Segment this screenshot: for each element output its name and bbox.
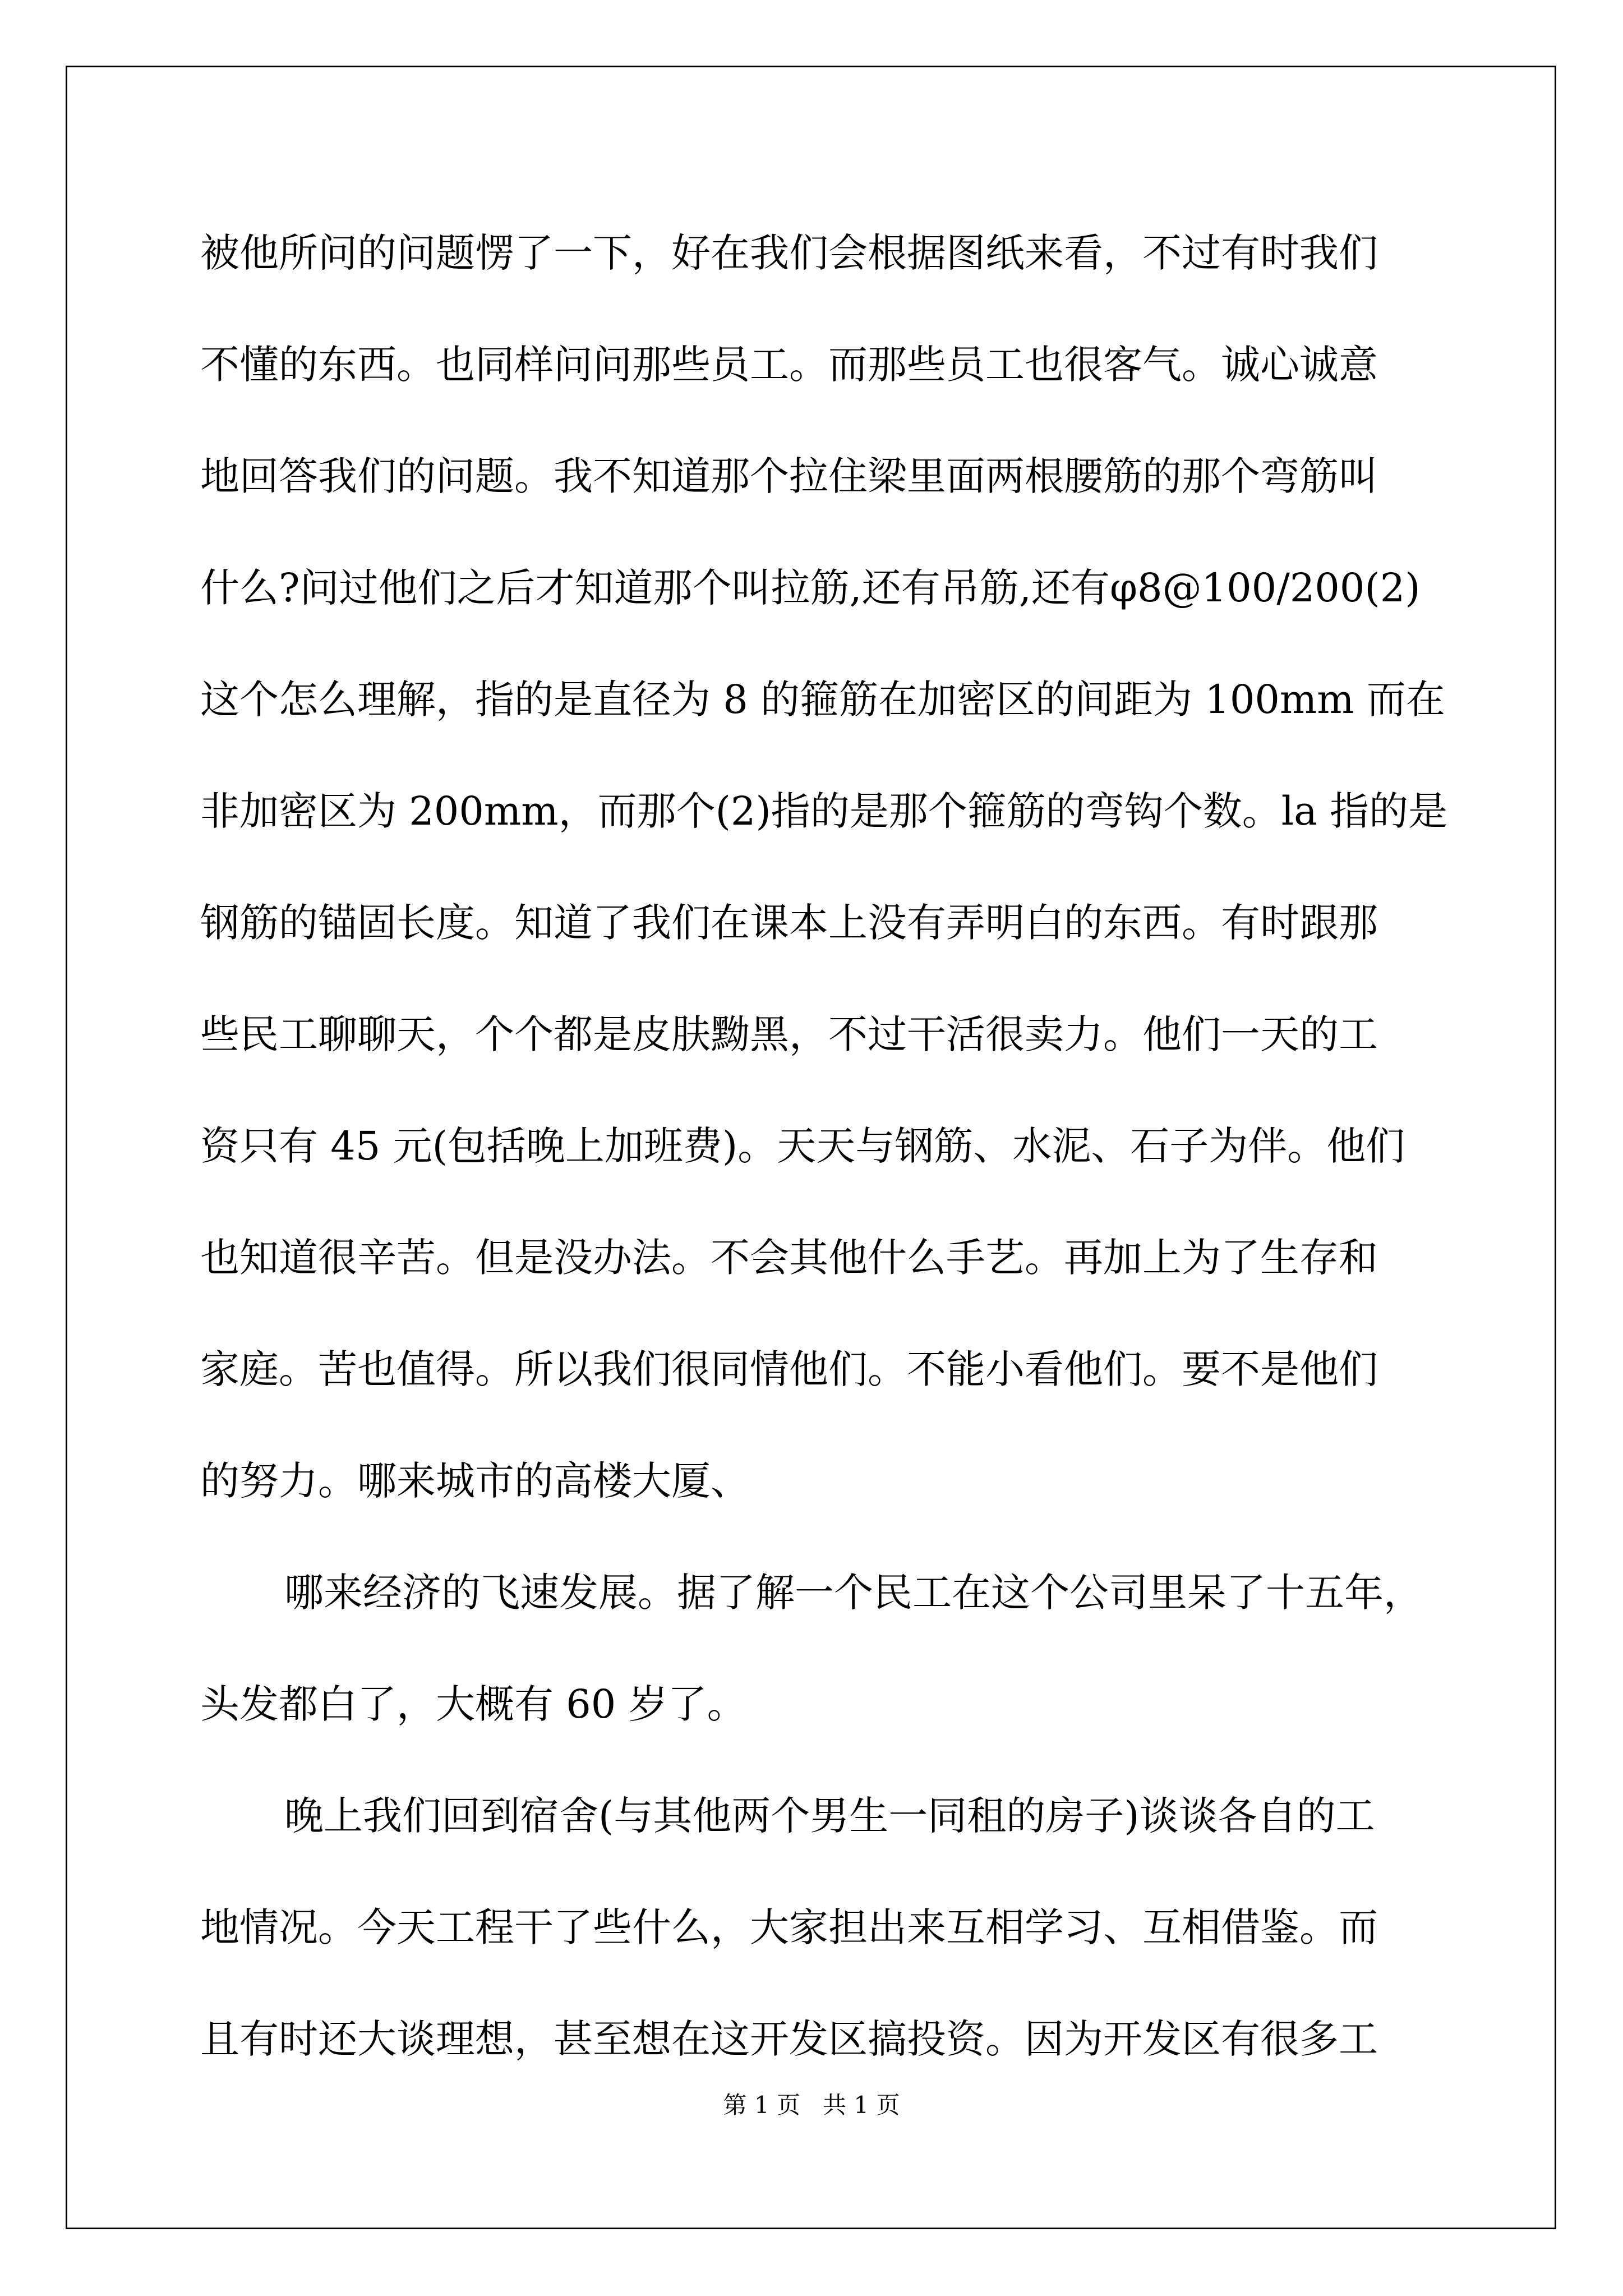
text-line-7: 钢筋的锚固长度。知道了我们在课本上没有弄明白的东西。有时跟那 [200,900,1378,946]
text-line-5: 这个怎么理解，指的是直径为 8 的箍筋在加密区的间距为 100mm 而在 [200,677,1445,723]
text-line-3: 地回答我们的问题。我不知道那个拉住梁里面两根腰筋的那个弯筋叫 [200,453,1378,499]
text-line-4: 什么?问过他们之后才知道那个叫拉筋,还有吊筋,还有φ8@100/200(2) [200,565,1421,611]
text-line-13: 哪来经济的飞速发展。据了解一个民工在这个公司里呆了十五年， [284,1570,1423,1616]
text-line-1: 被他所问的问题愣了一下，好在我们会根据图纸来看，不过有时我们 [200,230,1378,276]
text-line-2: 不懂的东西。也同样问问那些员工。而那些员工也很客气。诚心诚意 [200,342,1378,388]
text-line-17: 且有时还大谈理想，甚至想在这开发区搞投资。因为开发区有很多工 [200,2016,1378,2062]
text-line-11: 家庭。苦也值得。所以我们很同情他们。不能小看他们。要不是他们 [200,1346,1378,1392]
text-line-8: 些民工聊聊天，个个都是皮肤黝黑，不过干活很卖力。他们一天的工 [200,1011,1378,1057]
text-line-6: 非加密区为 200mm，而那个(2)指的是那个箍筋的弯钩个数。la 指的是 [200,788,1448,834]
text-line-14: 头发都白了，大概有 60 岁了。 [200,1681,746,1727]
text-line-12: 的努力。哪来城市的高楼大厦、 [200,1458,750,1504]
text-line-15: 晚上我们回到宿舍(与其他两个男生一同租的房子)谈谈各自的工 [284,1793,1375,1839]
text-line-16: 地情况。今天工程干了些什么，大家担出来互相学习、互相借鉴。而 [200,1904,1378,1950]
page-footer: 第 1 页 共 1 页 [723,2091,900,2119]
text-line-9: 资只有 45 元(包括晚上加班费)。天天与钢筋、水泥、石子为伴。他们 [200,1123,1405,1169]
text-line-10: 也知道很辛苦。但是没办法。不会其他什么手艺。再加上为了生存和 [200,1235,1378,1281]
